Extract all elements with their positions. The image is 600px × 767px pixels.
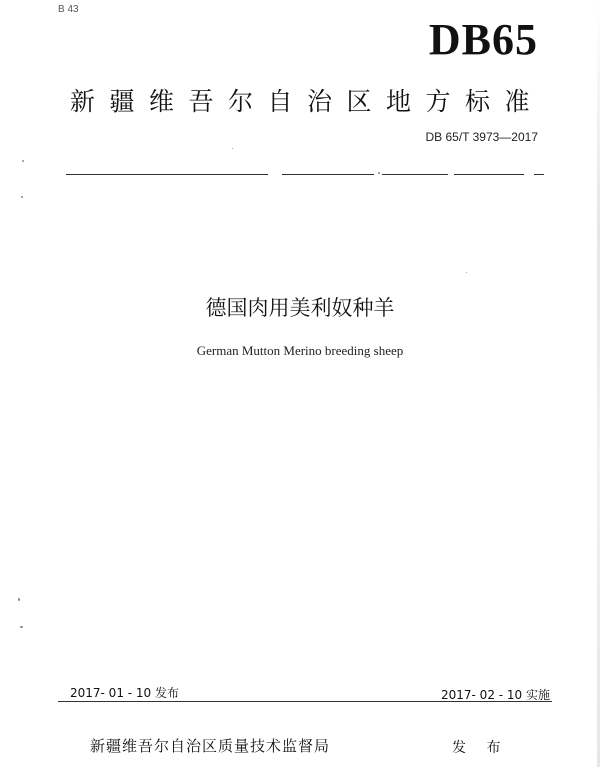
scan-speck [232,148,233,149]
document-title-chinese: 德国肉用美利奴种羊 [205,296,395,320]
standard-logo: DB65 [428,15,538,64]
footer-divider [58,701,552,702]
scan-speck [466,272,467,273]
scan-speck [20,626,23,628]
scan-speck [18,598,20,601]
divider-gap [524,171,534,178]
standard-number: DB 65/T 3973—2017 [425,130,538,144]
header-divider [66,174,544,175]
scan-speck [378,172,380,174]
issuing-authority: 新疆维吾尔自治区质量技术监督局 [90,737,331,755]
implementation-date: 2017- 02 - 10 实施 [441,688,550,702]
issue-date: 2017- 01 - 10 发布 [70,686,179,700]
standard-type-heading: 新疆维吾尔自治区地方标准 [70,87,545,116]
divider-gap [448,171,454,178]
issue-label: 发 布 [452,740,509,756]
document-title-english: German Mutton Merino breeding sheep [196,343,404,358]
classification-code: B 43 [58,4,79,15]
scan-speck [21,196,23,198]
scan-speck [22,160,24,162]
divider-gap [268,171,282,178]
